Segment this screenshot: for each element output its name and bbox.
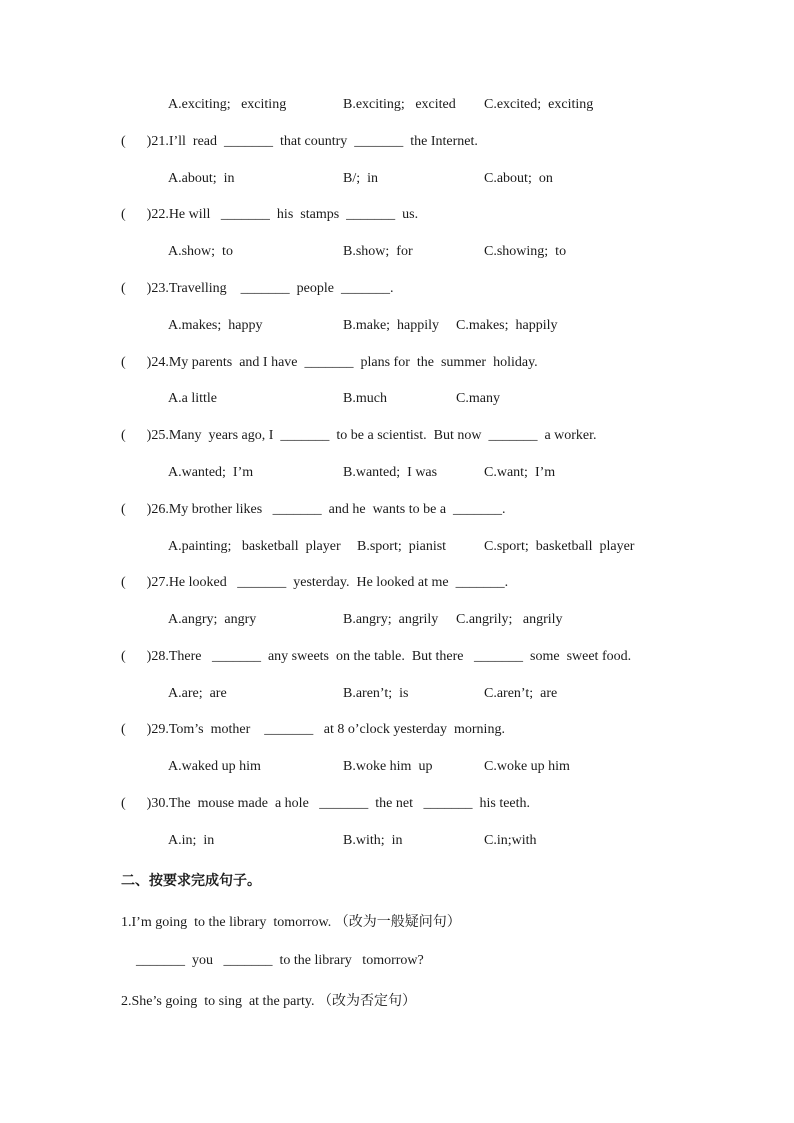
q24-option-c: C.many xyxy=(456,391,500,406)
sentence-1: 1.I’m going to the library tomorrow. （改为一般疑问句） xyxy=(121,915,461,930)
question-24: ( )24.My parents and I have _______ plans for the summer holiday. xyxy=(121,355,538,370)
q25-option-a: A.wanted; I’m xyxy=(168,465,254,480)
q23-option-b: B.make; happily xyxy=(343,318,440,333)
q23-option-a: A.makes; happy xyxy=(168,318,263,333)
question-29: ( )29.Tom’s mother _______ at 8 o’clock yesterday morning. xyxy=(121,722,505,737)
question-30: ( )30.The mouse made a hole _______ the net _______ his teeth. xyxy=(121,796,531,811)
q27-option-c: C.angrily; angrily xyxy=(456,612,563,627)
option-c: C.excited; exciting xyxy=(484,97,594,112)
section-heading: 二、按要求完成句子。 xyxy=(121,873,261,889)
option-a: A.exciting; exciting xyxy=(168,97,287,112)
question-23: ( )23.Travelling _______ people _______. xyxy=(121,281,394,296)
q22-option-c: C.showing; to xyxy=(484,244,567,259)
q21-option-b: B/; in xyxy=(343,171,379,186)
q27-option-a: A.angry; angry xyxy=(168,612,257,627)
q22-option-b: B.show; for xyxy=(343,244,413,259)
q30-option-c: C.in;with xyxy=(484,833,537,848)
question-25: ( )25.Many years ago, I _______ to be a scientist. But now _______ a worker. xyxy=(121,428,597,443)
question-21: ( )21.I’ll read _______ that country _______ the Internet. xyxy=(121,134,478,149)
q30-option-b: B.with; in xyxy=(343,833,403,848)
option-b: B.exciting; excited xyxy=(343,97,456,112)
q29-option-c: C.woke up him xyxy=(484,759,570,774)
q28-option-a: A.are; are xyxy=(168,686,227,701)
q28-option-c: C.aren’t; are xyxy=(484,686,558,701)
q22-option-a: A.show; to xyxy=(168,244,233,259)
sentence-1-answer: _______ you _______ to the library tomorrow? xyxy=(136,953,424,968)
q29-option-a: A.waked up him xyxy=(168,759,261,774)
q23-option-c: C.makes; happily xyxy=(456,318,558,333)
q21-option-a: A.about; in xyxy=(168,171,235,186)
q26-option-b: B.sport; pianist xyxy=(357,539,447,554)
q24-option-b: B.much xyxy=(343,391,387,406)
question-28: ( )28.There _______ any sweets on the table. But there _______ some sweet food. xyxy=(121,649,632,664)
q28-option-b: B.aren’t; is xyxy=(343,686,409,701)
q24-option-a: A.a little xyxy=(168,391,217,406)
q29-option-b: B.woke him up xyxy=(343,759,433,774)
q21-option-c: C.about; on xyxy=(484,171,553,186)
q26-option-c: C.sport; basketball player xyxy=(484,539,635,554)
q25-option-c: C.want; I’m xyxy=(484,465,556,480)
q26-option-a: A.painting; basketball player xyxy=(168,539,341,554)
question-26: ( )26.My brother likes _______ and he wants to be a _______. xyxy=(121,502,506,517)
question-27: ( )27.He looked _______ yesterday. He looked at me _______. xyxy=(121,575,509,590)
question-22: ( )22.He will _______ his stamps _______ us. xyxy=(121,207,419,222)
q30-option-a: A.in; in xyxy=(168,833,215,848)
sentence-2: 2.She’s going to sing at the party. （改为否定句） xyxy=(121,994,417,1009)
q27-option-b: B.angry; angrily xyxy=(343,612,439,627)
q25-option-b: B.wanted; I was xyxy=(343,465,438,480)
